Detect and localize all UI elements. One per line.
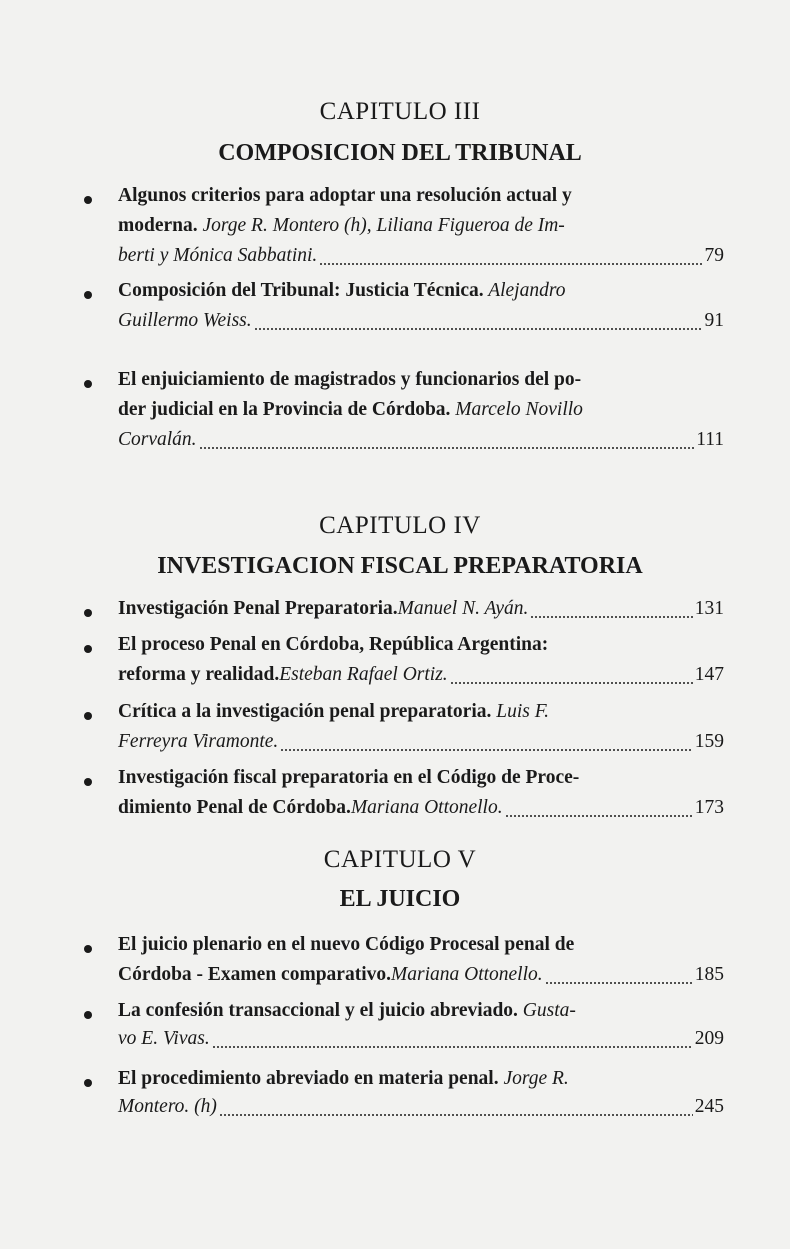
bullet-icon <box>84 380 92 388</box>
bullet-icon <box>84 945 92 953</box>
chapter-title: CAPITULO IV <box>319 512 481 539</box>
bullet-icon <box>84 778 92 786</box>
page-number: 91 <box>704 310 724 331</box>
chapter-title: CAPITULO V <box>323 846 477 873</box>
chapter-subtitle: INVESTIGACION FISCAL PREPARATORIA <box>157 553 643 579</box>
bullet-icon <box>84 291 92 299</box>
page-number: 131 <box>694 598 724 619</box>
bullet-icon <box>84 609 92 617</box>
bullet-icon <box>84 712 92 720</box>
bullet-icon <box>84 645 92 653</box>
page-number: 111 <box>696 429 724 450</box>
page-number: 173 <box>694 797 724 818</box>
page-number: 245 <box>694 1096 724 1117</box>
chapter-subtitle: COMPOSICION DEL TRIBUNAL <box>218 140 582 166</box>
page-number: 79 <box>704 245 724 266</box>
page-number: 159 <box>694 731 724 752</box>
chapter-title: CAPITULO III <box>319 98 481 125</box>
page-number: 185 <box>694 964 724 985</box>
bullet-icon <box>84 1011 92 1019</box>
page-number: 147 <box>694 664 724 685</box>
table-of-contents-page: CAPITULO III COMPOSICION DEL TRIBUNAL Algunos criterios para adoptar una resolución actual y moderna. Jorge R. Montero (h), Liliana Figueroa de Im- berti y Mónica Sabbatini. 79 Composición del Tribunal: Justicia Técnica. Alejandro Guillermo Weiss. 91 El enjuiciamiento de magistrados y funcionarios del po- der judicial en la Provincia de Córdoba. Marcelo Novillo Corvalán. 111 CAPITULO IV INVESTIGACION FISCAL PREPARATORIA Investigación Penal Preparatoria. Manuel N. Ayán. 131 El proceso Penal en Córdoba, República Argentina: reforma y realidad. Esteban Rafael Ortiz. 147 Crítica a la investigación penal preparatoria. Luis F. Ferreyra Viramonte. 159 Investigación fiscal preparatoria en el Código de Proce- dimiento Penal de Córdoba. Mariana Ottonello. 173 CAPITULO V EL JUICIO El juicio plenario en el nuevo Código Procesal penal de Córdoba - Examen comparativo. Mariana Ottonello. 185 La confesión transaccional y el juicio abreviado. Gusta- vo E. Vivas. 209 El procedimiento abreviado en materia penal. Jorge R. Montero. (h) 245 <box>0 0 790 1249</box>
bullet-icon <box>84 196 92 204</box>
page-number: 209 <box>694 1028 724 1049</box>
bullet-icon <box>84 1079 92 1087</box>
chapter-subtitle: EL JUICIO <box>339 886 461 912</box>
